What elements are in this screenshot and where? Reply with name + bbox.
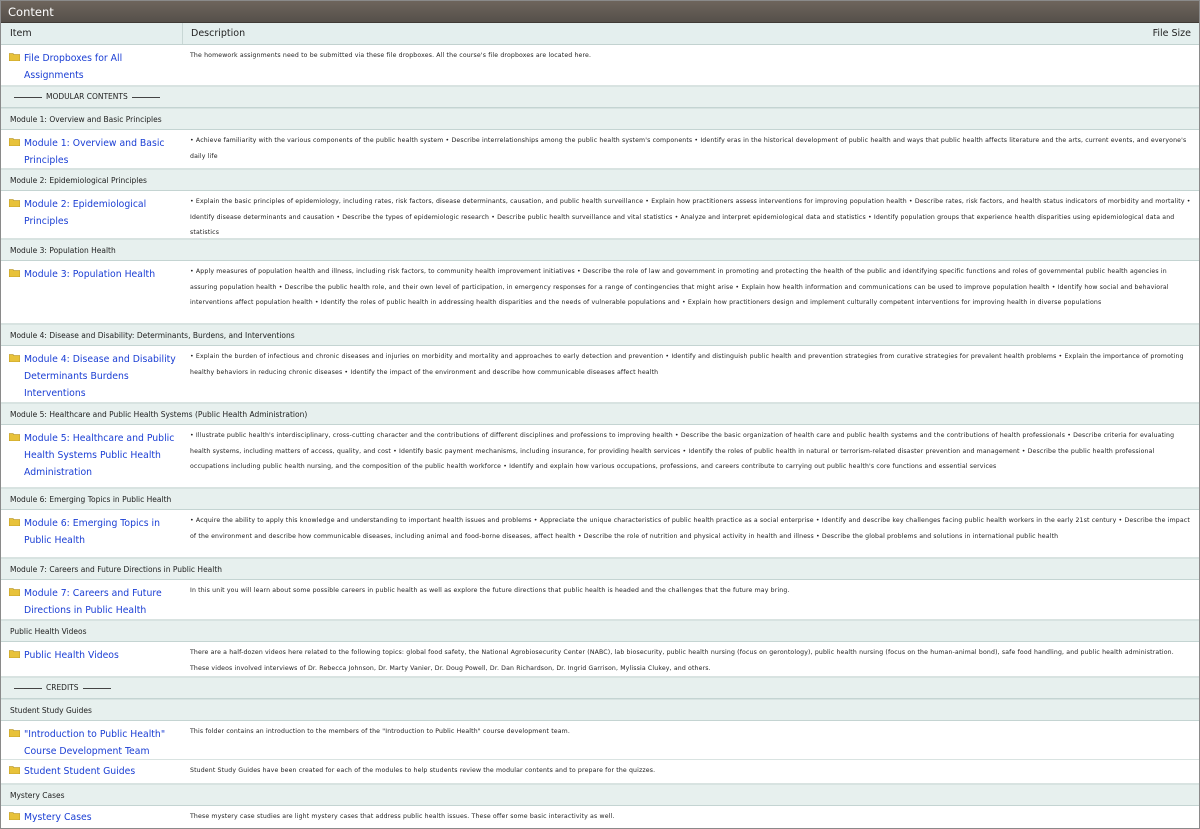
category-header: Module 2: Epidemiological Principles — [1, 169, 1199, 191]
category-header: Module 1: Overview and Basic Principles — [1, 108, 1199, 130]
folder-icon — [9, 353, 20, 362]
item-link-module-2[interactable]: Module 2: Epidemiological Principles — [24, 199, 147, 227]
separator-credits-label: CREDITS — [46, 683, 79, 692]
item-link-course-development-team[interactable]: "Introduction to Public Health" Course Development Team — [24, 729, 166, 757]
column-header-description[interactable] — [182, 23, 1199, 44]
item-cell — [1, 261, 182, 323]
separator-line-right — [83, 688, 111, 689]
item-link-mystery-cases[interactable]: Mystery Cases — [24, 812, 92, 823]
list-item — [1, 580, 1199, 620]
item-description: • Illustrate public health's interdisciplinary, cross-cutting character and the contributions of different disciplines and professions to improving health • Describe the basic organization of health care and public health systems and the contributions of health professionals • Describe criteria for evaluating health systems, including matters of access, quality, and cost • Identify basic payment mechanisms, including insurance, for providing health services • Identify the roles of public health in natural or terrorism-related disaster prevention and management • Describe the public health professional occupations including public health nursing, and the composition of the public health workforce • Identify and explain how various occupations, professions, and careers contribute to carrying out public health's core functions and essential services — [190, 432, 1175, 470]
separator-line-right — [132, 97, 160, 98]
item-cell — [1, 721, 182, 759]
category-header: Module 4: Disease and Disability: Determinants, Burdens, and Interventions — [1, 324, 1199, 346]
list-item — [1, 721, 1199, 760]
folder-icon — [9, 517, 20, 526]
list-item — [1, 45, 1199, 86]
item-cell — [1, 510, 182, 557]
list-item — [1, 191, 1199, 239]
item-link-file-dropboxes[interactable]: File Dropboxes for All Assignments — [24, 53, 123, 81]
separator-line-left — [14, 688, 42, 689]
item-cell — [1, 642, 182, 676]
item-description: • Acquire the ability to apply this knowledge and understanding to important health issues and problems • Appreciate the unique characteristics of public health practice as a social enterprise • Identify and describe key challenges facing public health workers in the early 21st century • Describe the impact of the environment and describe how communicable diseases, including animal and food-borne diseases, affect health • Describe the role of nutrition and physical activity in health and illness • Describe the global problems and solutions in international public health — [190, 517, 1190, 540]
category-header: Module 7: Careers and Future Directions in Public Health — [1, 558, 1199, 580]
category-header: Public Health Videos — [1, 620, 1199, 642]
item-cell — [1, 191, 182, 238]
list-item — [1, 642, 1199, 677]
item-description: There are a half-dozen videos here related to the following topics: global food safety, the National Agrobiosecurity Center (NABC), lab biosecurity, public health nursing (focus on gerontology), public health nursing (focus on the human-animal bond), safe food handling, and public health administration. These videos involved interviews of Dr. Rebecca Johnson, Dr. Marty Vanier, Dr. Doug Powell, Dr. Dan Richardson, Dr. Ingrid Garrison, Mylissia Clukey, and others. — [190, 649, 1174, 672]
list-item — [1, 261, 1199, 324]
item-description: This folder contains an introduction to the members of the "Introduction to Public Health" course development team. — [190, 728, 570, 735]
item-description: • Apply measures of population health and illness, including risk factors, to community health improvement initiatives • Describe the role of law and government in promoting and protecting the health of the public and identifying specific functions and roles of governmental public health agencies in assuring population health • Describe the public health role, and their own level of participation, in emergency responses for a range of contingencies that might arise • Explain how health information and communications can be used to improve population health • Identify how social and behavioral interventions affect population health • Identify the roles of public health in addressing health disparities and the needs of vulnerable populations and • Explain how practitioners design and implement culturally competent interventions for improving health in diverse populations — [190, 268, 1169, 306]
item-cell — [1, 806, 182, 829]
item-description: Student Study Guides have been created for each of the modules to help students review the modular contents and to prepare for the quizzes. — [190, 767, 656, 774]
item-link-module-4[interactable]: Module 4: Disease and Disability Determinants Burdens Interventions — [24, 354, 176, 399]
list-item — [1, 806, 1199, 829]
column-header-description-label: Description — [191, 28, 246, 39]
item-link-module-7[interactable]: Module 7: Careers and Future Directions in Public Health — [24, 588, 162, 616]
category-header: Module 3: Population Health — [1, 239, 1199, 261]
column-header-file-size[interactable]: File Size — [1152, 28, 1191, 39]
list-item — [1, 760, 1199, 784]
item-description: • Explain the basic principles of epidemiology, including rates, risk factors, disease determinants, causation, and public health surveillance • Explain how practitioners assess interventions for improving population health • Describe rates, risk factors, and health status indicators of morbidity and mortality • Identify disease determinants and causation • Describe the types of epidemiologic research • Describe public health surveillance and vital statistics • Analyze and interpret epidemiological data and statistics • Identify population groups that experience health disparities using epidemiological data and statistics — [190, 198, 1191, 236]
item-link-module-6[interactable]: Module 6: Emerging Topics in Public Health — [24, 518, 160, 546]
panel-title: Content — [1, 1, 1199, 23]
folder-icon — [9, 587, 20, 596]
category-header: Student Study Guides — [1, 699, 1199, 721]
list-item — [1, 130, 1199, 169]
folder-icon — [9, 268, 20, 277]
folder-icon — [9, 52, 20, 61]
list-item — [1, 346, 1199, 403]
separator-modular-contents — [1, 86, 1199, 108]
item-link-module-5[interactable]: Module 5: Healthcare and Public Health Systems Public Health Administration — [24, 433, 175, 478]
folder-icon — [9, 765, 20, 774]
folder-icon — [9, 137, 20, 146]
list-item — [1, 425, 1199, 488]
item-link-module-1[interactable]: Module 1: Overview and Basic Principles — [24, 138, 165, 166]
item-link-module-3[interactable]: Module 3: Population Health — [24, 269, 156, 280]
item-link-student-guides[interactable]: Student Student Guides — [24, 766, 136, 777]
table-header — [1, 23, 1199, 45]
item-description: • Achieve familiarity with the various components of the public health system • Describe interrelationships among the public health system's components • Identify eras in the historical development of public health and ways that public health affects literature and the arts, current events, and everyone's daily life — [190, 137, 1187, 160]
list-item — [1, 510, 1199, 558]
folder-icon — [9, 432, 20, 441]
item-cell — [1, 346, 182, 402]
folder-icon — [9, 198, 20, 207]
category-header: Module 5: Healthcare and Public Health Systems (Public Health Administration) — [1, 403, 1199, 425]
item-description: These mystery case studies are light mystery cases that address public health issues. These offer some basic interactivity as well. — [190, 813, 615, 820]
item-cell — [1, 45, 182, 85]
item-cell — [1, 425, 182, 487]
item-cell — [1, 580, 182, 619]
folder-icon — [9, 811, 20, 820]
separator-line-left — [14, 97, 42, 98]
item-cell — [1, 130, 182, 168]
item-description: The homework assignments need to be submitted via these file dropboxes. All the course's file dropboxes are located here. — [190, 52, 592, 59]
column-header-item[interactable]: Item — [10, 28, 32, 39]
item-cell — [1, 760, 182, 783]
category-header: Module 6: Emerging Topics in Public Health — [1, 488, 1199, 510]
folder-icon — [9, 728, 20, 737]
folder-icon — [9, 649, 20, 658]
item-link-public-health-videos[interactable]: Public Health Videos — [24, 650, 119, 661]
item-description: • Explain the burden of infectious and chronic diseases and injuries on morbidity and mortality and approaches to early detection and prevention • Identify and distinguish public health and prevention strategies from curative strategies for prevalent health problems • Explain the importance of promoting healthy behaviors in reducing chronic diseases • Identify the impact of the environment and describe how communicable diseases affect health — [190, 353, 1184, 376]
separator-modular-label: MODULAR CONTENTS — [46, 92, 128, 101]
item-description: In this unit you will learn about some possible careers in public health as well as explore the future directions that public health is headed and the challenges that the future may bring. — [190, 587, 790, 594]
category-header: Mystery Cases — [1, 784, 1199, 806]
separator-credits — [1, 677, 1199, 699]
